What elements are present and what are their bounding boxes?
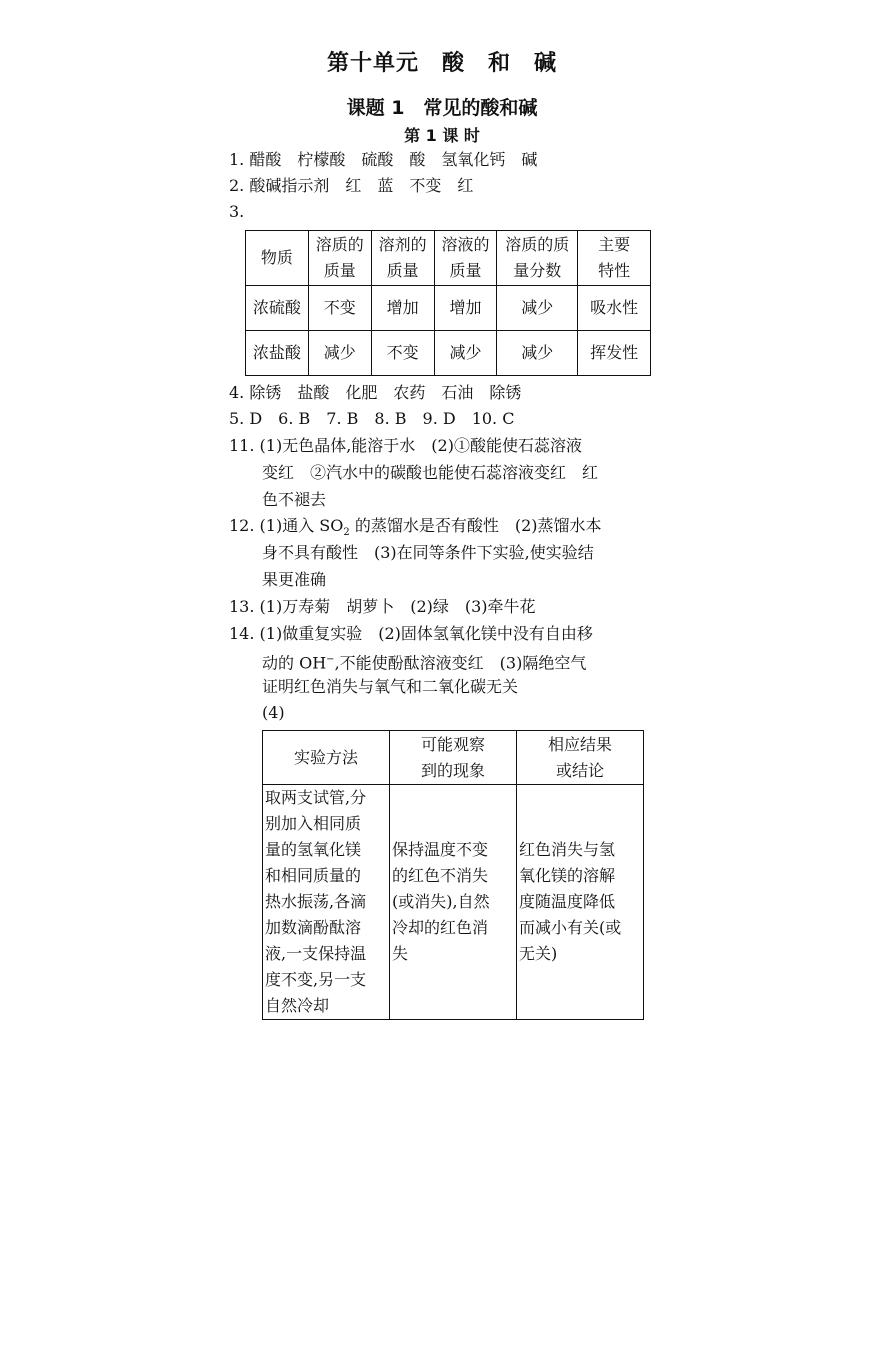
answer-14-line-3: 证明红色消失与氧气和二氧化碳无关 — [262, 677, 519, 696]
answer-12-line-2: 身不具有酸性 (3)在同等条件下实验,使实验结 — [262, 543, 594, 562]
answer-11-line-1: 11. (1)无色晶体,能溶于水 (2)①酸能使石蕊溶液 — [229, 436, 582, 455]
superscript-minus: − — [326, 654, 335, 665]
subscript-2: 2 — [343, 527, 350, 539]
answer-14-line-4: (4) — [262, 703, 285, 722]
table-cell: 增加 — [371, 286, 434, 331]
answer-1: 1. 醋酸 柠檬酸 硫酸 酸 氢氧化钙 碱 — [229, 150, 538, 169]
answer-14-text-b: ,不能使酚酞溶液变红 (3)隔绝空气 — [334, 653, 587, 673]
table-row — [246, 331, 651, 376]
cell-method: 取两支试管,分 别加入相同质 量的氢氧化镁 和相同质量的 热水振荡,各滴 加数滴酚酞溶 液,一支保持温 度不变,另一支 自然冷却 — [263, 785, 390, 1020]
table-cell: 不变 — [308, 286, 371, 331]
acid-properties-table — [245, 230, 651, 376]
cell-phenomenon: 保持温度不变 的红色不消失 (或消失),自然 冷却的红色消 失 — [390, 785, 517, 1020]
answer-4: 4. 除锈 盐酸 化肥 农药 石油 除锈 — [229, 383, 522, 402]
header-phenomenon: 可能观察 到的现象 — [390, 731, 517, 785]
table-header-row — [246, 231, 651, 286]
answer-2: 2. 酸碱指示剂 红 蓝 不变 红 — [229, 176, 474, 195]
answer-14-line-1: 14. (1)做重复实验 (2)固体氢氧化镁中没有自由移 — [229, 624, 593, 643]
table-cell: 增加 — [434, 286, 497, 331]
table-cell: 减少 — [497, 286, 578, 331]
cell-conclusion: 红色消失与氢 氧化镁的溶解 度随温度降低 而减小有关(或 无关) — [517, 785, 644, 1020]
header-method: 实验方法 — [263, 731, 390, 785]
table-cell: 减少 — [497, 331, 578, 376]
answer-11-line-2: 变红 ②汽水中的碳酸也能使石蕊溶液变红 红 — [262, 463, 599, 482]
table-row — [263, 785, 644, 1020]
answer-12-text-a: 12. (1)通入 SO — [229, 516, 344, 535]
answer-11-line-3: 色不褪去 — [262, 490, 327, 509]
experiment-table — [262, 730, 644, 1020]
answer-13: 13. (1)万寿菊 胡萝卜 (2)绿 (3)牵牛花 — [229, 597, 536, 616]
answer-3-label: 3. — [229, 202, 245, 221]
header-mass-fraction: 溶质的质 量分数 — [497, 231, 578, 286]
topic-title: 课题 1 常见的酸和碱 — [346, 97, 538, 119]
lesson-title: 第 1 课 时 — [404, 126, 480, 145]
answer-14-text-a: 动的 OH — [262, 653, 327, 673]
answer-14-line-2 — [262, 647, 586, 676]
header-conclusion: 相应结果 或结论 — [517, 731, 644, 785]
table-row — [246, 286, 651, 331]
table-header-row — [263, 731, 644, 785]
header-solvent-mass: 溶剂的 质量 — [371, 231, 434, 286]
table-cell: 浓硫酸 — [246, 286, 309, 331]
unit-title: 第十单元 酸 和 碱 — [326, 51, 557, 76]
table-cell: 减少 — [434, 331, 497, 376]
table-cell: 减少 — [308, 331, 371, 376]
header-property: 主要 特性 — [578, 231, 651, 286]
header-solution-mass: 溶液的 质量 — [434, 231, 497, 286]
header-solute-mass: 溶质的 质量 — [308, 231, 371, 286]
table-cell: 浓盐酸 — [246, 331, 309, 376]
table-cell: 挥发性 — [578, 331, 651, 376]
answer-12-text-b: 的蒸馏水是否有酸性 (2)蒸馏水本 — [349, 516, 602, 535]
answer-12-line-3: 果更准确 — [262, 570, 327, 589]
table-cell: 不变 — [371, 331, 434, 376]
table-cell: 吸水性 — [578, 286, 651, 331]
answer-5-10: 5. D 6. B 7. B 8. B 9. D 10. C — [229, 409, 515, 428]
header-substance: 物质 — [246, 231, 309, 286]
